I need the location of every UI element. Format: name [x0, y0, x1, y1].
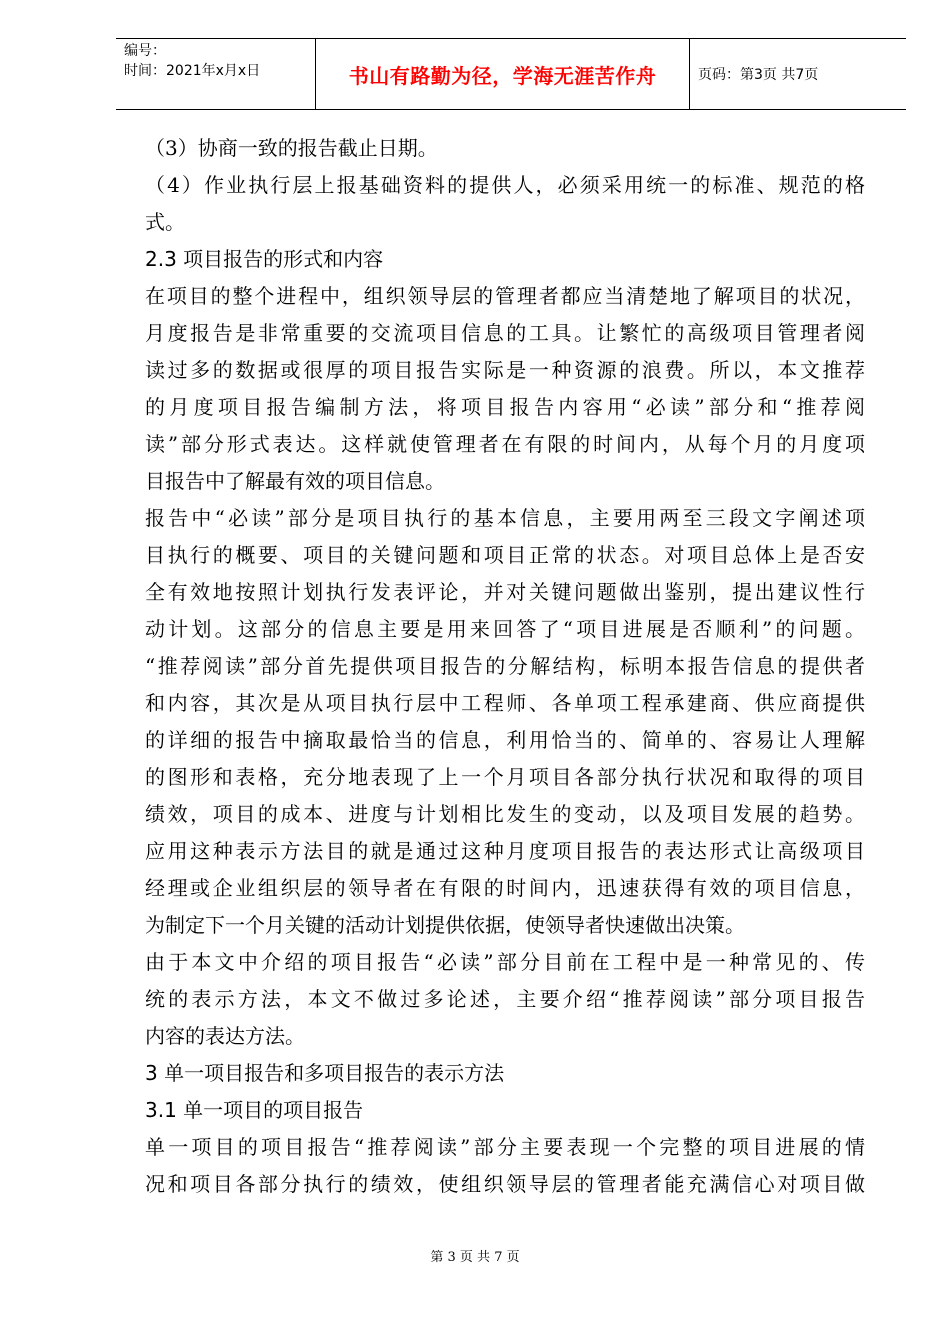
document-number-label: 编号：: [124, 43, 166, 59]
document-body: [145, 130, 865, 1203]
text-line: 和内容，其次是从项目执行层中工程师、各单项工程承建商、供应商提供: [145, 691, 865, 715]
header-motto: 书山有路勤为径，学海无涯苦作舟: [348, 63, 657, 88]
document-time-label: 时间：2021年x月x日: [124, 63, 261, 79]
header-motto-cell: [316, 39, 690, 109]
text-line: 统的表示方法，本文不做过多论述，主要介绍“推荐阅读”部分项目报告: [145, 987, 865, 1011]
text-line: 绩效，项目的成本、进度与计划相比发生的变动，以及项目发展的趋势。: [145, 802, 865, 826]
text-line: 目执行的概要、项目的关键问题和项目正常的状态。对项目总体上是否安: [145, 543, 865, 567]
text-line: 应用这种表示方法目的就是通过这种月度项目报告的表达形式让高级项目: [145, 839, 865, 863]
text-line: 全有效地按照计划执行发表评论，并对关键问题做出鉴别，提出建议性行: [145, 580, 865, 604]
page-footer: 第 3 页 共 7 页: [430, 1250, 520, 1265]
text-line: “推荐阅读”部分首先提供项目报告的分解结构，标明本报告信息的提供者: [145, 654, 865, 678]
text-line: 月度报告是非常重要的交流项目信息的工具。让繁忙的高级项目管理者阅: [145, 321, 865, 345]
header-meta: [116, 39, 316, 109]
text-line: 读过多的数据或很厚的项目报告实际是一种资源的浪费。所以，本文推荐: [145, 358, 865, 382]
header-page-cell: [690, 39, 906, 109]
text-line: 的详细的报告中摘取最恰当的信息，利用恰当的、简单的、容易让人理解: [145, 728, 865, 752]
page-header: [116, 38, 906, 110]
text-line: 经理或企业组织层的领导者在有限的时间内，迅速获得有效的项目信息，: [145, 876, 865, 900]
text-line: 读”部分形式表达。这样就使管理者在有限的时间内，从每个月的月度项: [145, 432, 865, 456]
text-line: 目报告中了解最有效的项目信息。: [145, 469, 445, 493]
section-heading: 3.1 单一项目的项目报告: [145, 1098, 364, 1122]
section-heading: 2.3 项目报告的形式和内容: [145, 247, 384, 271]
text-line: 内容的表达方法。: [145, 1024, 305, 1048]
text-line: （4）作业执行层上报基础资料的提供人，必须采用统一的标准、规范的格: [145, 173, 865, 197]
text-line: 报告中“必读”部分是项目执行的基本信息，主要用两至三段文字阐述项: [145, 506, 865, 530]
text-line: 由于本文中介绍的项目报告“必读”部分目前在工程中是一种常见的、传: [145, 950, 865, 974]
text-line: 在项目的整个进程中，组织领导层的管理者都应当清楚地了解项目的状况，: [145, 284, 865, 308]
text-line: 式。: [145, 210, 185, 234]
text-line: 为制定下一个月关键的活动计划提供依据，使领导者快速做出决策。: [145, 913, 745, 937]
text-line: 况和项目各部分执行的绩效，使组织领导层的管理者能充满信心对项目做: [145, 1172, 865, 1196]
text-line: 动计划。这部分的信息主要是用来回答了“项目进展是否顺利”的问题。: [145, 617, 865, 641]
text-line: 的图形和表格，充分地表现了上一个月项目各部分执行状况和取得的项目: [145, 765, 865, 789]
header-page-info: 页码：第3页 共7页: [698, 67, 819, 83]
text-line: 的月度项目报告编制方法，将项目报告内容用“必读”部分和“推荐阅: [145, 395, 865, 419]
text-line: 单一项目的项目报告“推荐阅读”部分主要表现一个完整的项目进展的情: [145, 1135, 865, 1159]
section-heading: 3 单一项目报告和多项目报告的表示方法: [145, 1061, 505, 1085]
text-line: （3）协商一致的报告截止日期。: [145, 136, 438, 160]
